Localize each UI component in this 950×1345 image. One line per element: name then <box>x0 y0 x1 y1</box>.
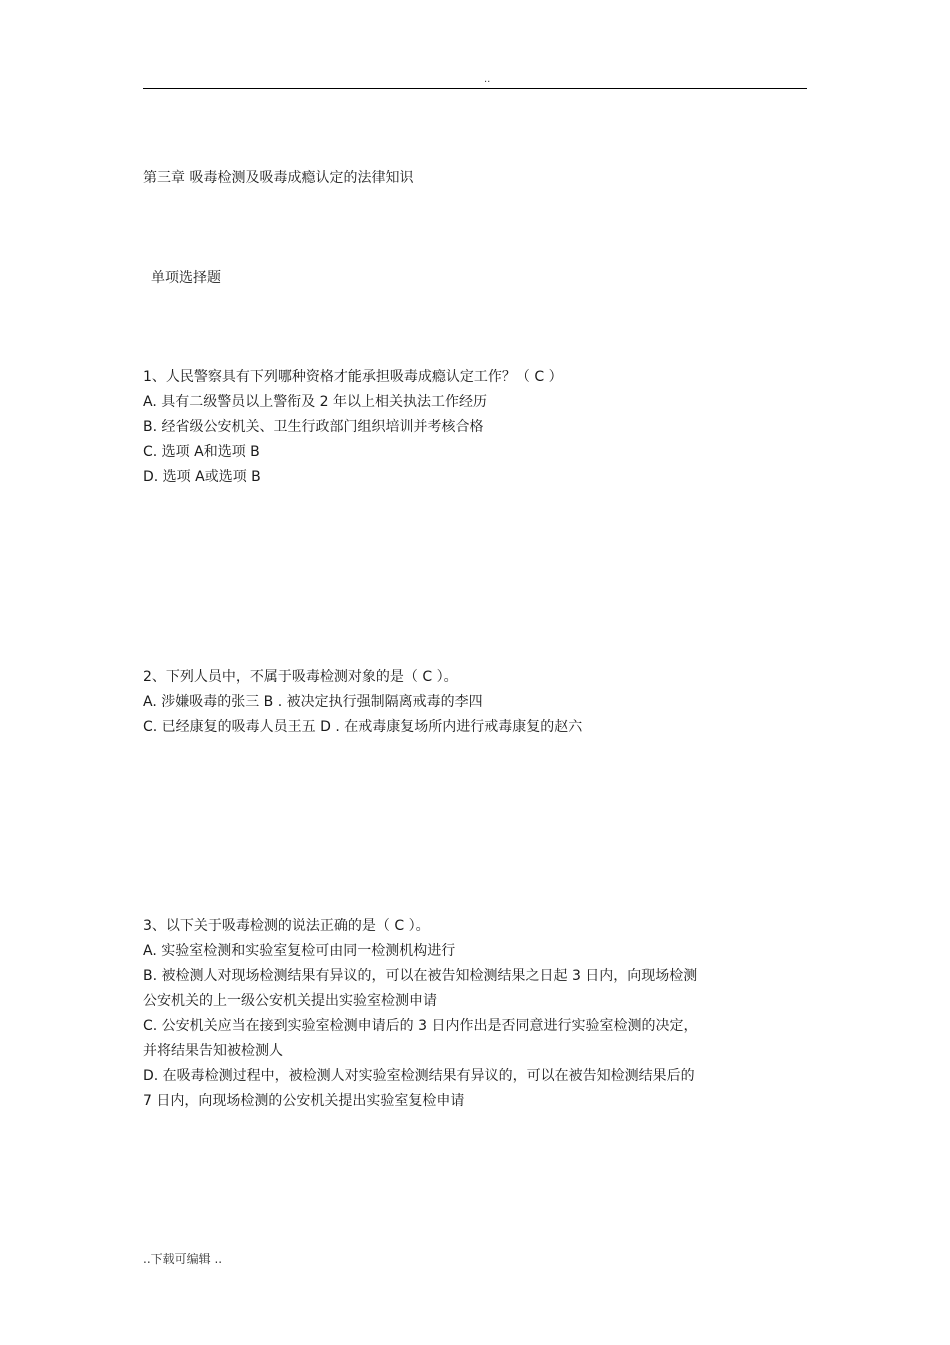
question-3-option-b: B. 被检测人对现场检测结果有异议的，可以在被告知检测结果之日起 3 日内，向现场检测 <box>143 968 698 984</box>
question-1-option-a: A. 具有二级警员以上警衔及 2 年以上相关执法工作经历 <box>143 394 488 410</box>
question-1-option-d: D. 选项 A或选项 B <box>143 469 261 485</box>
chapter-title: 第三章 吸毒检测及吸毒成瘾认定的法律知识 <box>143 170 414 186</box>
question-3-option-b-cont: 公安机关的上一级公安机关提出实验室检测申请 <box>143 993 437 1009</box>
question-1-stem: 1、人民警察具有下列哪种资格才能承担吸毒成瘾认定工作？（ C ） <box>143 369 563 385</box>
question-3-option-d-cont: 7 日内，向现场检测的公安机关提出实验室复检申请 <box>143 1093 465 1109</box>
question-1-option-c: C. 选项 A和选项 B <box>143 444 260 460</box>
question-3-option-c: C. 公安机关应当在接到实验室检测申请后的 3 日内作出是否同意进行实验室检测的决定， <box>143 1018 698 1034</box>
question-3-option-a: A. 实验室检测和实验室复检可由同一检测机构进行 <box>143 943 456 959</box>
header-dots: .. <box>484 74 491 85</box>
header-rule <box>143 88 807 89</box>
question-2-stem: 2、下列人员中，不属于吸毒检测对象的是（ C ）。 <box>143 669 458 685</box>
question-2-options-ab: A. 涉嫌吸毒的张三 B . 被决定执行强制隔离戒毒的李四 <box>143 694 483 710</box>
question-3-option-d: D. 在吸毒检测过程中，被检测人对实验室检测结果有异议的，可以在被告知检测结果后的 <box>143 1068 695 1084</box>
question-1-option-b: B. 经省级公安机关、卫生行政部门组织培训并考核合格 <box>143 419 484 435</box>
question-3-stem: 3、以下关于吸毒检测的说法正确的是（ C ）。 <box>143 918 430 934</box>
footer-note: ..下载可编辑 .. <box>143 1252 223 1266</box>
question-2-options-cd: C. 已经康复的吸毒人员王五 D . 在戒毒康复场所内进行戒毒康复的赵六 <box>143 719 583 735</box>
section-title: 单项选择题 <box>151 270 221 286</box>
question-3-option-c-cont: 并将结果告知被检测人 <box>143 1043 283 1059</box>
